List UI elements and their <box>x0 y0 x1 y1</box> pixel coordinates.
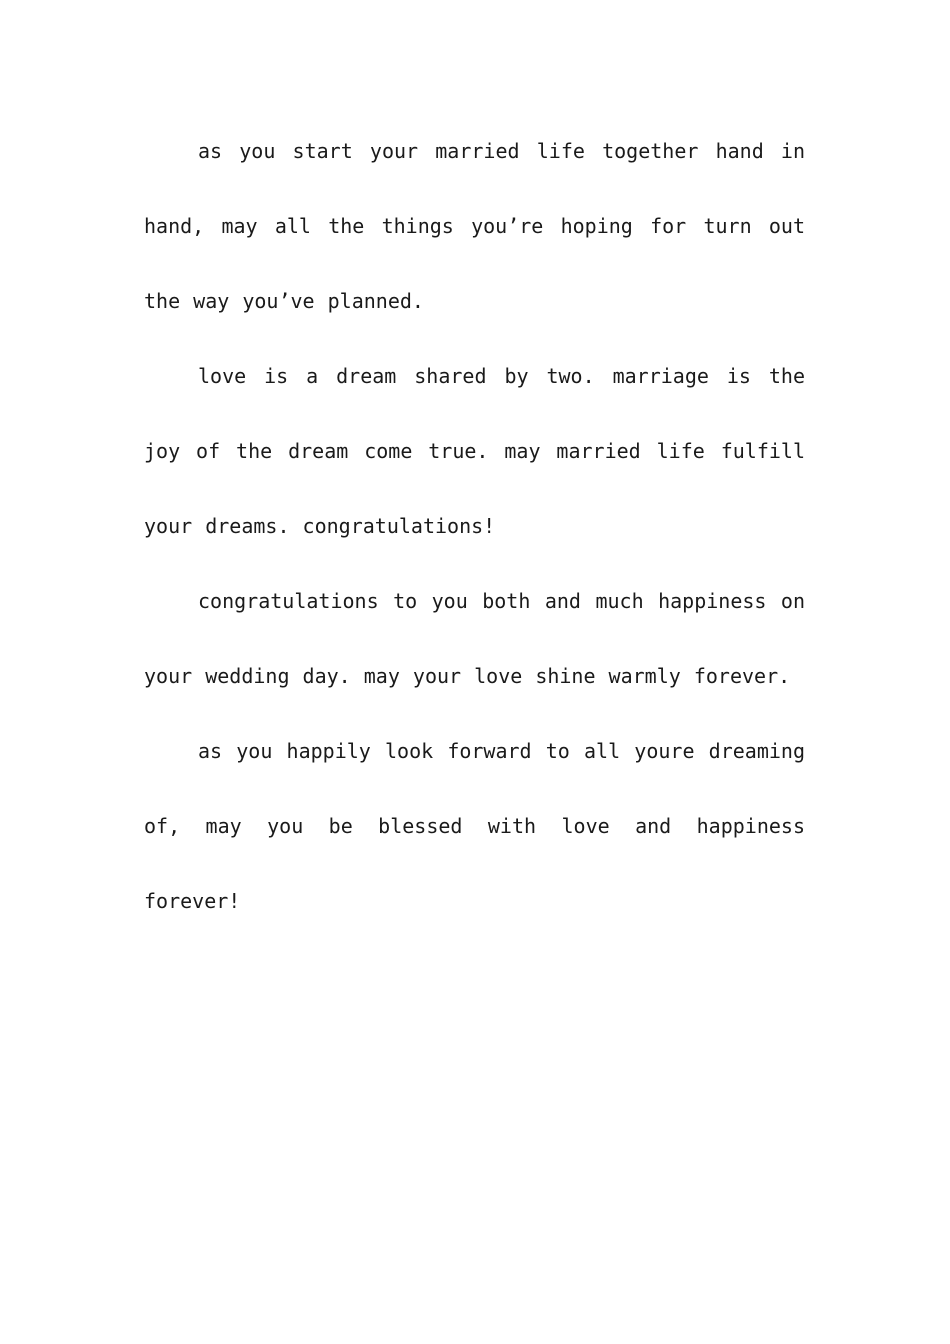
paragraph-2: love is a dream shared by two. marriage is the joy of the dream come true. may married life fulfill your dreams. congratulations! <box>144 364 805 538</box>
paragraph-4: as you happily look forward to all youre dreaming of, may you be blessed with love and happiness forever! <box>144 739 805 913</box>
paragraph-3: congratulations to you both and much happiness on your wedding day. may your love shine warmly forever. <box>144 589 805 688</box>
document-body <box>144 114 805 939</box>
paragraph-1: as you start your married life together hand in hand, may all the things you’re hoping for turn out the way you’ve planned. <box>144 139 805 313</box>
